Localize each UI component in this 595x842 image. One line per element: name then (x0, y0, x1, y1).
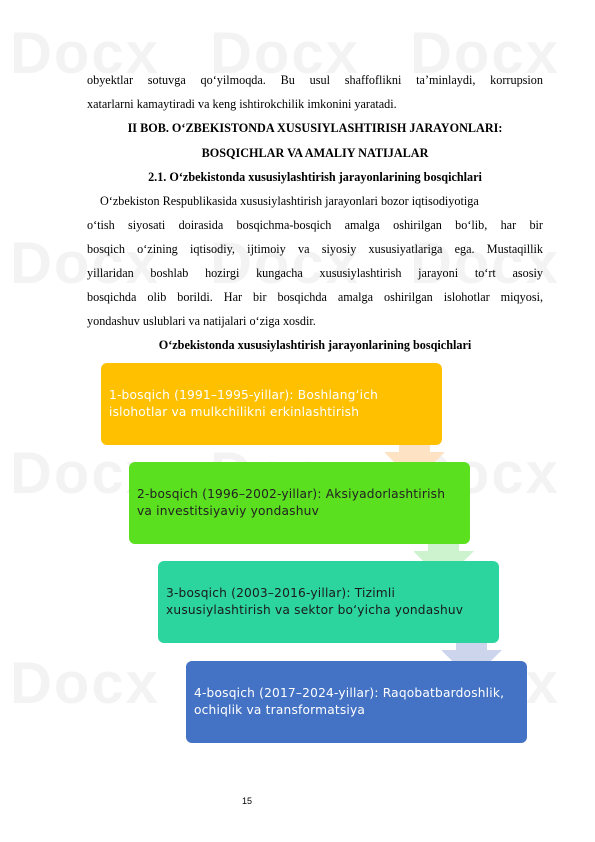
chapter-title: II BOB. O‘ZBEKISTONDA XUSUSIYLASHTIRISH JARAYONLARI: (127, 121, 503, 135)
paragraph-line: bosqich o‘zining iqtisodiy, ijtimoiy va siyosiy xususiyatlariga ega. Mustaqillik (87, 242, 543, 256)
stage-label: 3-bosqich (2003–2016-yillar): Tizimli (166, 586, 396, 600)
paragraph-line: o‘tish siyosati doirasida bosqichma-bosqich amalga oshirilgan bo‘lib, har bir (87, 218, 543, 232)
stage-box-3 (158, 561, 499, 643)
page-number: 15 (242, 796, 253, 806)
paragraph-line: O‘zbekiston Respublikasida xususiylashtirish jarayonlari bozor iqtisodiyotiga (100, 194, 479, 208)
stage-label: 4-bosqich (2017–2024-yillar): Raqobatbardoshlik, (194, 686, 505, 700)
paragraph-line: obyektlar sotuvga qo‘yilmoqda. Bu usul shaffoflikni ta’minlaydi, korrupsion (87, 73, 543, 87)
paragraph-line: bosqichda olib borildi. Har bir bosqichda amalga oshirilgan islohotlar miqyosi, (87, 290, 543, 304)
section-title: 2.1. O‘zbekistonda xususiylashtirish jarayonlarining bosqichlari (148, 170, 482, 184)
stage-label: xususiylashtirish va sektor bo‘yicha yondashuv (166, 603, 464, 617)
stage-box-2 (129, 462, 470, 544)
paragraph-line: yondashuv uslublari va natijalari o‘ziga xosdir. (87, 314, 316, 328)
stage-box-1 (101, 363, 442, 445)
stage-label: ochiqlik va transformatsiya (194, 703, 366, 717)
paragraph-line: yillaridan boshlab hozirgi kungacha xususiylashtirish jarayoni to‘rt asosiy (87, 266, 543, 280)
chapter-title: BOSQICHLAR VA AMALIY NATIJALAR (201, 146, 429, 160)
stage-label: islohotlar va mulkchilikni erkinlashtirish (109, 405, 360, 419)
figure-caption: O‘zbekistonda xususiylashtirish jarayonlarining bosqichlari (158, 338, 472, 352)
stage-label: va investitsiyaviy yondashuv (137, 504, 319, 518)
paragraph-line: xatarlarni kamaytiradi va keng ishtirokchilik imkonini yaratadi. (87, 97, 397, 111)
stage-box-4 (186, 661, 527, 743)
stage-label: 2-bosqich (1996–2002-yillar): Aksiyadorlashtirish (137, 487, 446, 501)
stage-label: 1-bosqich (1991–1995-yillar): Boshlang‘ich (109, 388, 379, 402)
